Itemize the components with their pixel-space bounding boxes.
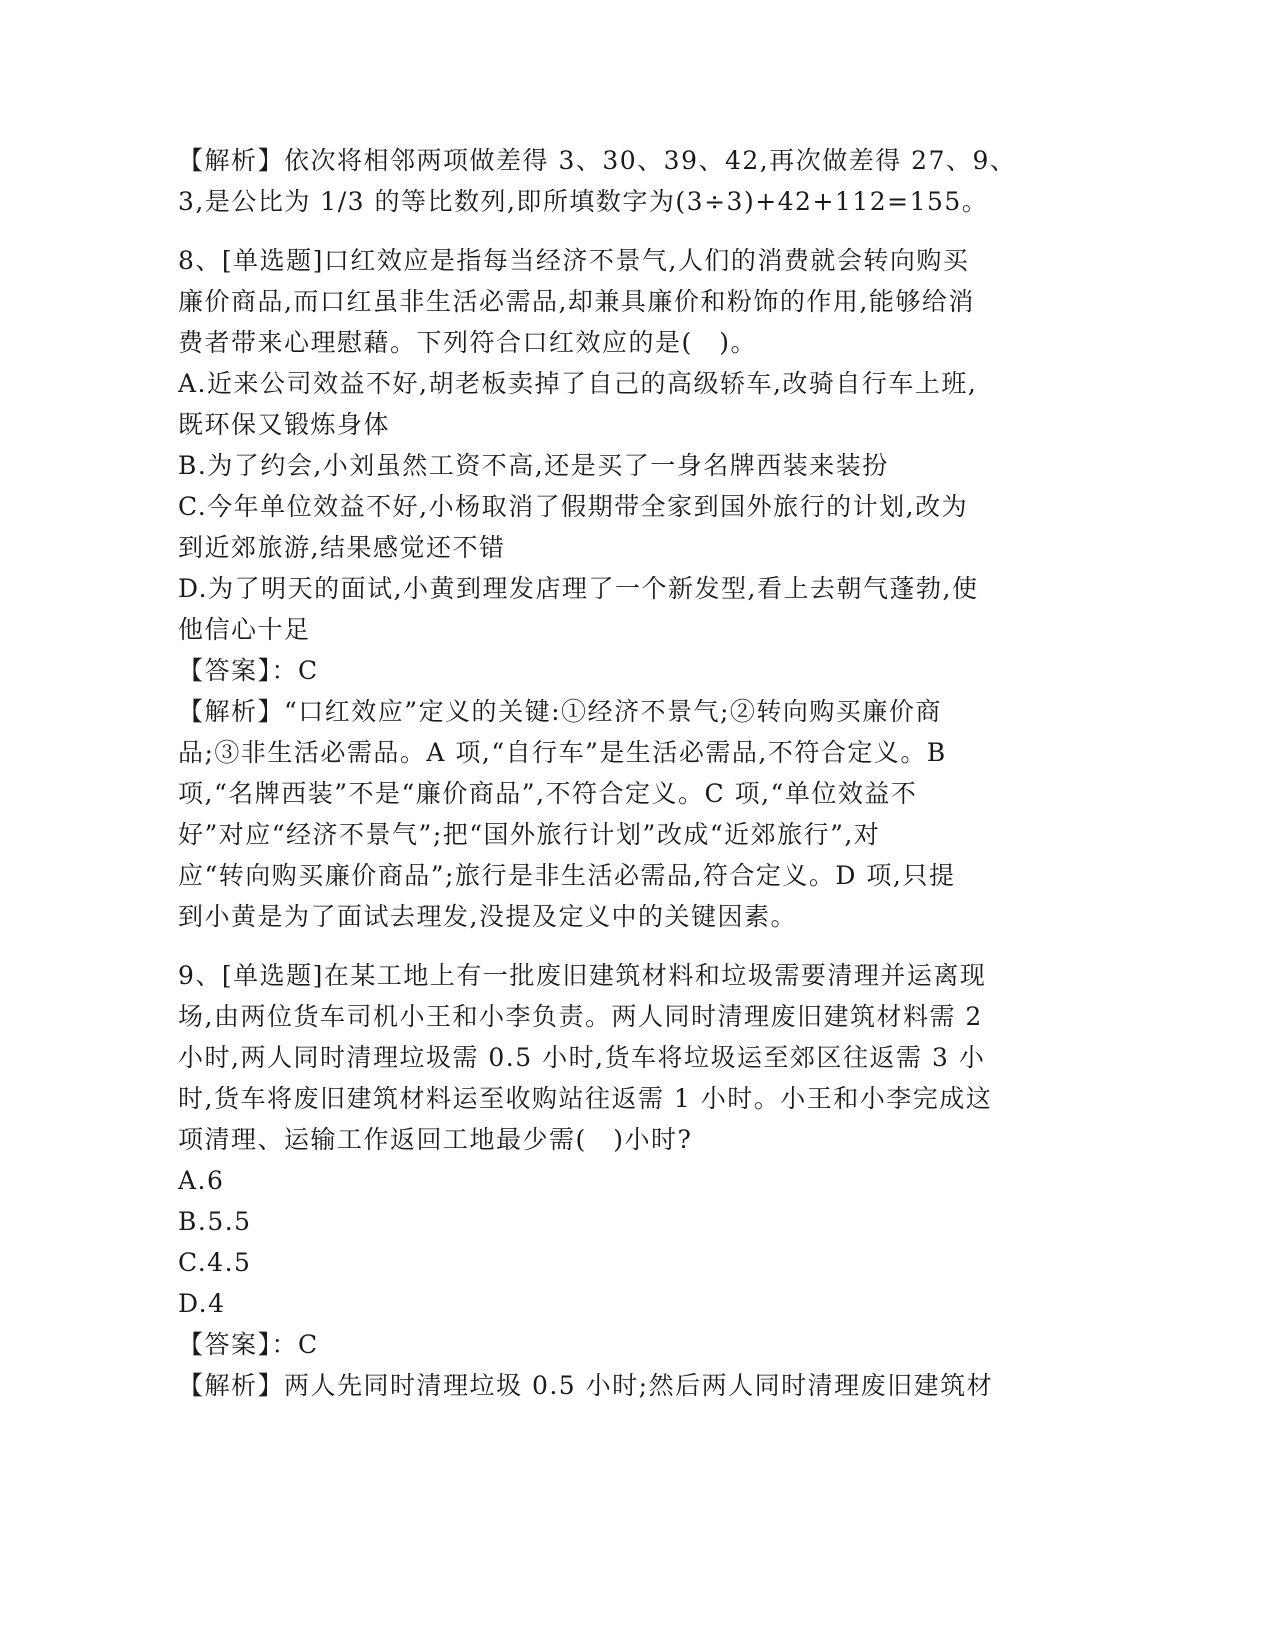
answer-line: 【答案】：C (178, 656, 319, 685)
analysis-line: 【解析】“口红效应”定义的关键:①经济不景气;②转向购买廉价商 (178, 697, 942, 726)
option-d: D.4 (178, 1289, 226, 1318)
analysis-line: 品;③非生活必需品。A 项,“自行车”是生活必需品,不符合定义。B (178, 738, 947, 767)
option-b (178, 445, 1058, 486)
q7-analysis (178, 140, 1058, 222)
question-stem-line: 费者带来心理慰藉。下列符合口红效应的是( )。 (178, 328, 758, 357)
analysis-line: 3,是公比为 1/3 的等比数列,即所填数字为(3÷3)+42+112=155。 (178, 187, 989, 216)
option-line: 到近郊旅游,结果感觉还不错 (178, 533, 506, 562)
question-stem-line: 8、[单选题]口红效应是指每当经济不景气,人们的消费就会转向购买 (178, 246, 970, 275)
question-stem-line: 项清理、运输工作返回工地最少需( )小时? (178, 1125, 693, 1154)
q8-analysis (178, 691, 1058, 937)
question-stem-line: 9、[单选题]在某工地上有一批废旧建筑材料和垃圾需要清理并运离现 (178, 961, 987, 990)
option-b: B.5.5 (178, 1207, 252, 1236)
analysis-line: 到小黄是为了面试去理发,没提及定义中的关键因素。 (178, 902, 797, 931)
option-line: D.为了明天的面试,小黄到理发店理了一个新发型,看上去朝气蓬勃,使 (178, 574, 979, 603)
option-c (178, 486, 1058, 568)
option-line: 他信心十足 (178, 615, 311, 644)
option-line: C.今年单位效益不好,小杨取消了假期带全家到国外旅行的计划,改为 (178, 492, 969, 521)
analysis-line: 【解析】两人先同时清理垃圾 0.5 小时;然后两人同时清理废旧建筑材 (178, 1371, 994, 1400)
analysis-line: 项,“名牌西装”不是“廉价商品”,不符合定义。C 项,“单位效益不 (178, 779, 918, 808)
question-9 (178, 955, 1058, 1406)
option-line: 既环保又锻炼身体 (178, 410, 391, 439)
option-c: C.4.5 (178, 1248, 252, 1277)
option-line: B.为了约会,小刘虽然工资不高,还是买了一身名牌西装来装扮 (178, 451, 889, 480)
option-d (178, 568, 1058, 650)
question-8 (178, 240, 1058, 937)
document-page (178, 140, 1058, 1406)
option-a (178, 363, 1058, 445)
question-stem-line: 时,货车将废旧建筑材料运至收购站往返需 1 小时。小王和小李完成这 (178, 1084, 993, 1113)
option-a: A.6 (178, 1166, 225, 1195)
analysis-line: 应“转向购买廉价商品”;旅行是非生活必需品,符合定义。D 项,只提 (178, 861, 956, 890)
answer-line: 【答案】：C (178, 1330, 319, 1359)
question-stem-line: 廉价商品,而口红虽非生活必需品,却兼具廉价和粉饰的作用,能够给消 (178, 287, 975, 316)
question-stem-line: 小时,两人同时清理垃圾需 0.5 小时,货车将垃圾运至郊区往返需 3 小 (178, 1043, 986, 1072)
option-line: A.近来公司效益不好,胡老板卖掉了自己的高级轿车,改骑自行车上班, (178, 369, 978, 398)
analysis-line: 【解析】依次将相邻两项做差得 3、30、39、42,再次做差得 27、9、 (178, 146, 1017, 175)
question-stem-line: 场,由两位货车司机小王和小李负责。两人同时清理废旧建筑材料需 2 (178, 1002, 983, 1031)
q9-analysis (178, 1365, 1058, 1406)
analysis-line: 好”对应“经济不景气”;把“国外旅行计划”改成“近郊旅行”,对 (178, 820, 881, 849)
